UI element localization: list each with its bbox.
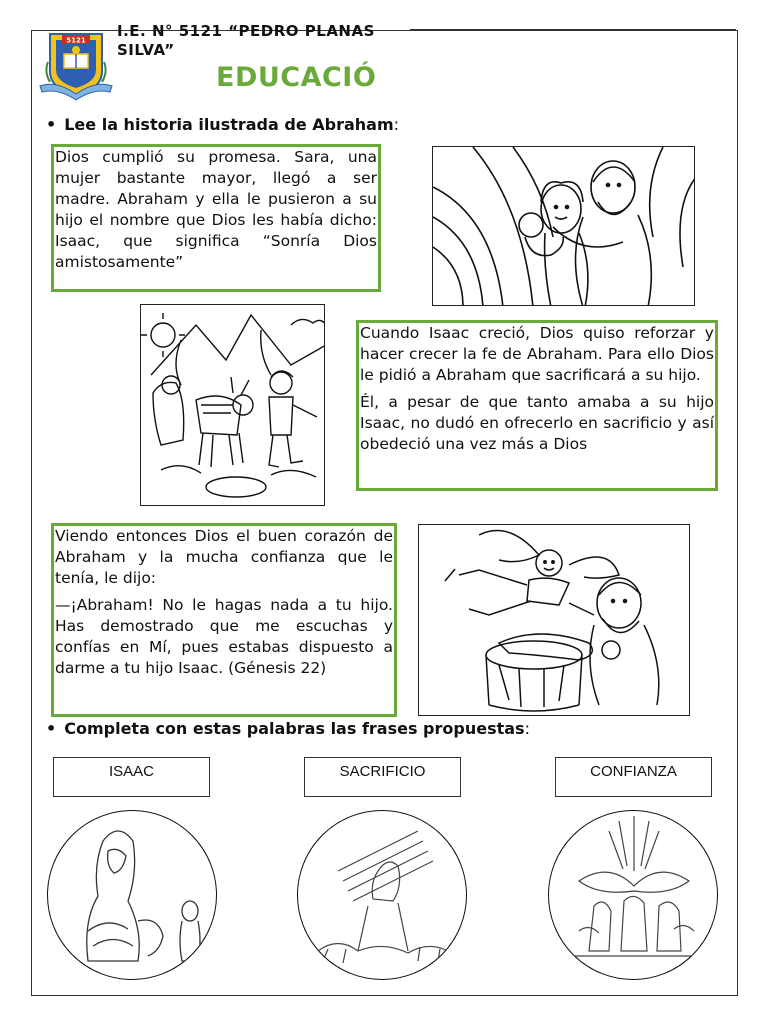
- story-text-3b: —¡Abraham! No le hagas nada a tu hijo. Has demostrado que me escuchas y confías en Mí, pues estabas dispuesto a darme a tu hijo Isaac. (Génesis 22): [55, 596, 393, 677]
- story-box-2: [356, 320, 718, 491]
- instruction-complete-text: Completa con estas palabras las frases propuestas: [64, 719, 525, 738]
- story-text-2a: Cuando Isaac creció, Dios quiso reforzar y hacer crecer la fe de Abraham. Para ello Dios le pidió a Abraham que sacrificará a su hijo.: [360, 324, 714, 384]
- word-box-sacrificio: SACRIFICIO: [304, 757, 461, 797]
- story-text-3a: Viendo entonces Dios el buen corazón de Abraham y la mucha confianza que le tenía, le dijo:: [55, 527, 393, 587]
- illustration-journey-donkey: [140, 304, 325, 506]
- word-box-confianza: CONFIANZA: [555, 757, 712, 797]
- story-box-1: [51, 144, 381, 292]
- story-text-1: Dios cumplió su promesa. Sara, una mujer bastante mayor, llegó a ser madre. Abraham y ella le pusieron a su hijo el nombre que Dios les había dicho: Isaac, que significa “Sonría Dios amistosamente”: [55, 148, 377, 271]
- bullet: •: [46, 115, 57, 134]
- subject-title: EDUCACIÓ: [216, 62, 377, 93]
- picture-circle-3: [548, 810, 718, 980]
- school-name: I.E. N° 5121 “PEDRO PLANAS SILVA”: [117, 22, 375, 59]
- illustration-sara-abraham-baby: [432, 146, 695, 306]
- colon: :: [524, 719, 530, 738]
- header-rule: [410, 29, 736, 30]
- school-crest-logo: [36, 22, 116, 102]
- logo-number: 5121: [66, 36, 86, 45]
- word-box-isaac: ISAAC: [53, 757, 210, 797]
- bullet: •: [46, 719, 57, 738]
- instruction-read-text: Lee la historia ilustrada de Abraham: [64, 115, 394, 134]
- colon: :: [393, 115, 400, 134]
- picture-circle-2: [297, 810, 467, 980]
- instruction-read: [46, 115, 399, 134]
- instruction-complete: [46, 719, 530, 738]
- story-box-3: [51, 523, 397, 717]
- story-text-2b: Él, a pesar de que tanto amaba a su hijo Isaac, no dudó en ofrecerlo en sacrificio y así obedeció una vez más a Dios: [360, 393, 714, 453]
- picture-circle-1: [47, 810, 217, 980]
- illustration-angel-altar: [418, 524, 690, 716]
